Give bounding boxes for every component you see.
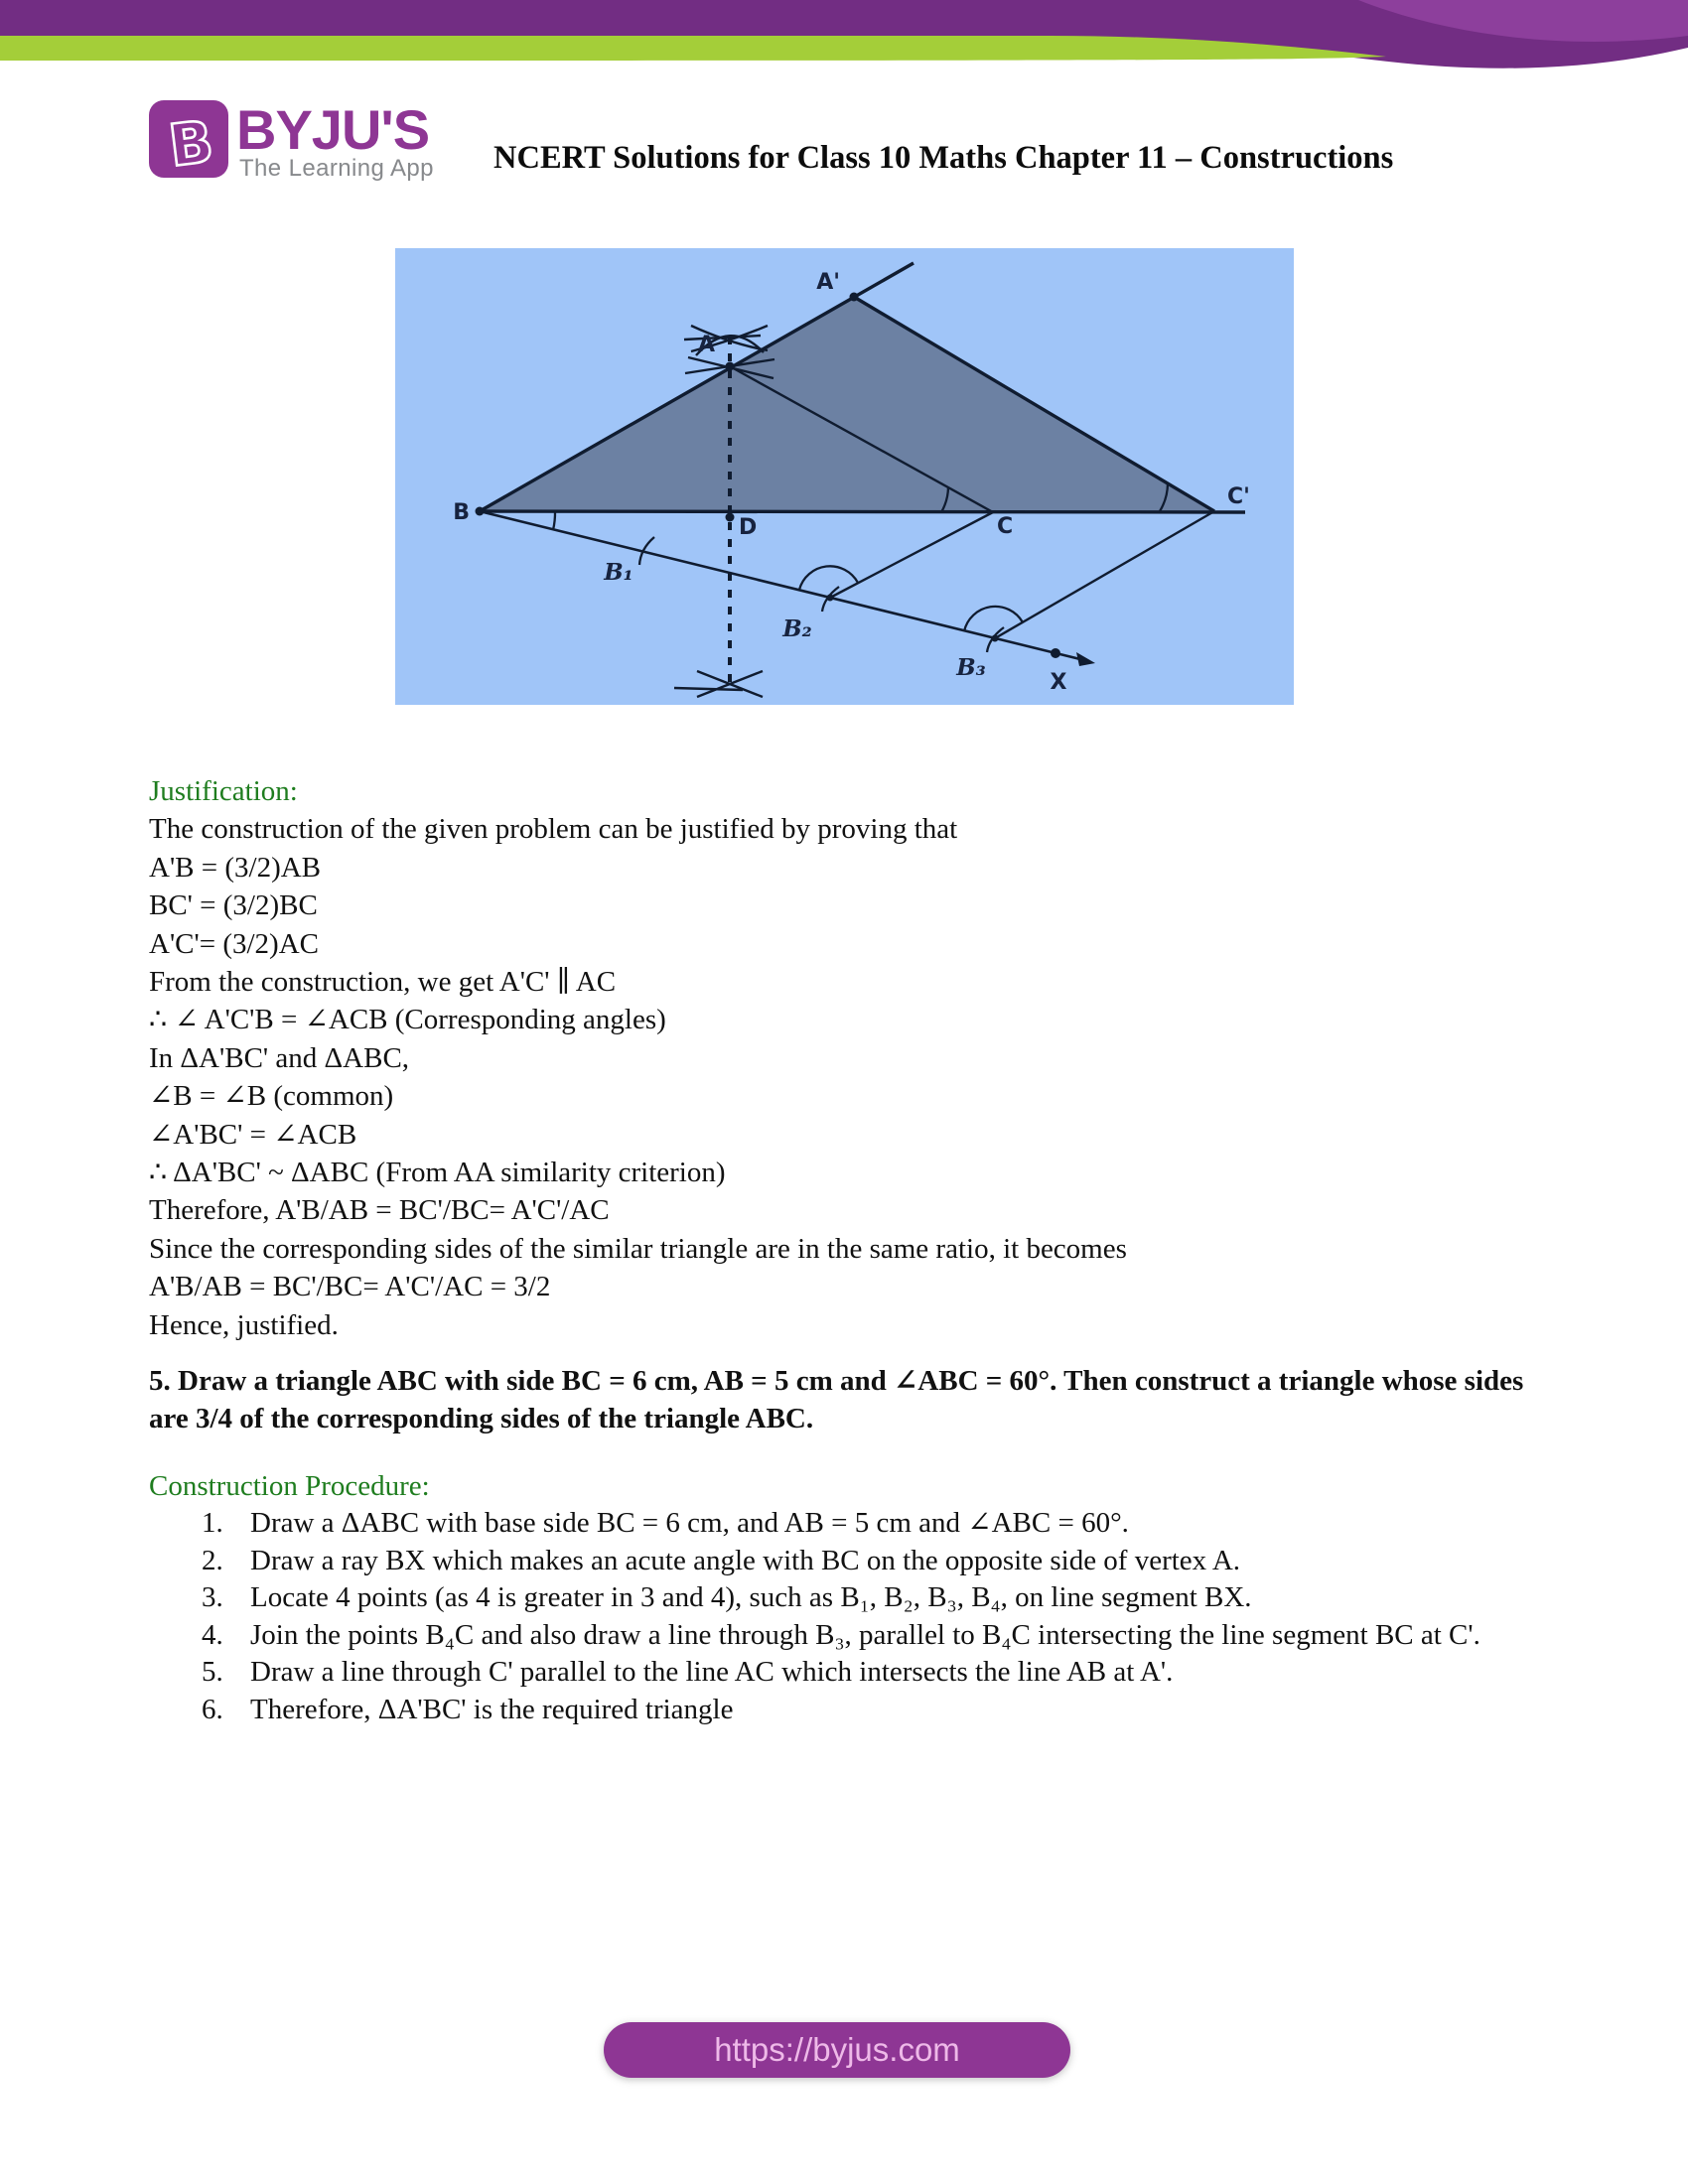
- justification-line: From the construction, we get A'C' ∥ AC: [149, 966, 617, 999]
- step-text: Draw a ΔABC with base side BC = 6 cm, and AB = 5 cm and ∠ABC = 60°.: [250, 1507, 1129, 1539]
- byjus-wordmark: BYJU'S: [236, 98, 430, 161]
- procedure-step: [202, 1617, 1552, 1655]
- procedure-step: [202, 1543, 1552, 1580]
- procedure-step: [202, 1692, 1552, 1729]
- point-Aprime: [850, 293, 859, 302]
- construction-procedure-heading: Construction Procedure:: [149, 1470, 430, 1502]
- justification-line: ∠A'BC' = ∠ACB: [149, 1118, 357, 1151]
- justification-line: The construction of the given problem can be justified by proving that: [149, 813, 958, 846]
- justification-line: ∴ ΔA'BC' ~ ΔABC (From AA similarity criterion): [149, 1157, 726, 1189]
- justification-line: ∴ ∠ A'C'B = ∠ACB (Corresponding angles): [149, 1004, 666, 1036]
- label-A: A: [697, 333, 715, 357]
- line-BCprime: [480, 511, 1245, 512]
- label-C: C: [997, 514, 1014, 539]
- point-D: [726, 513, 735, 522]
- step-number: 6.: [202, 1693, 223, 1725]
- green-band: [0, 36, 1386, 61]
- construction-procedure-list: [202, 1505, 1552, 1729]
- procedure-step: [202, 1579, 1552, 1617]
- justification-line: BC' = (3/2)BC: [149, 889, 318, 922]
- procedure-step: [202, 1654, 1552, 1692]
- label-B2: B₂: [782, 615, 812, 642]
- procedure-step: [202, 1505, 1552, 1543]
- label-B3: B₃: [956, 654, 986, 681]
- justification-section: [149, 772, 1127, 1344]
- justification-line: Since the corresponding sides of the similar triangle are in the same ratio, it becomes: [149, 1232, 1127, 1265]
- step-text: Join the points B₄C and also draw a line through B₃, parallel to B₄C intersecting the line segment BC at C'.: [250, 1618, 1480, 1651]
- byjus-tagline: The Learning App: [239, 155, 434, 182]
- step-number: 3.: [202, 1581, 223, 1614]
- step-text: Therefore, ΔA'BC' is the required triangle: [250, 1693, 734, 1725]
- step-number: 1.: [202, 1507, 223, 1539]
- justification-line: A'C'= (3/2)AC: [149, 927, 319, 960]
- construction-diagram: [395, 248, 1294, 705]
- justification-line: A'B/AB = BC'/BC= A'C'/AC = 3/2: [149, 1271, 551, 1303]
- step-text: Locate 4 points (as 4 is greater in 3 and 4), such as B₁, B₂, B₃, B₄, on line segment BX.: [250, 1581, 1252, 1614]
- justification-heading: Justification:: [149, 775, 298, 807]
- label-D: D: [739, 515, 758, 540]
- step-text: Draw a ray BX which makes an acute angle with BC on the opposite side of vertex A.: [250, 1544, 1241, 1576]
- step-text: Draw a line through C' parallel to the line AC which intersects the line AB at A'.: [250, 1656, 1174, 1689]
- label-Aprime: A': [816, 270, 840, 295]
- justification-line: A'B = (3/2)AB: [149, 851, 322, 884]
- point-B2: [827, 595, 834, 602]
- label-B: B: [453, 500, 470, 525]
- label-Cprime: C': [1227, 484, 1250, 509]
- byjus-logo-badge: [149, 100, 228, 178]
- step-number: 4.: [202, 1618, 223, 1651]
- footer-url[interactable]: https://byjus.com: [714, 2031, 960, 2068]
- justification-line: Therefore, A'B/AB = BC'/BC= A'C'/AC: [149, 1194, 610, 1227]
- label-B1: B₁: [604, 559, 633, 586]
- logo-b-glyph: B: [165, 107, 217, 178]
- justification-line: ∠B = ∠B (common): [149, 1080, 394, 1113]
- footer-url-pill[interactable]: [604, 2022, 1070, 2078]
- justification-line: Hence, justified.: [149, 1308, 339, 1341]
- point-A: [726, 362, 735, 371]
- point-X: [1051, 648, 1060, 658]
- point-B: [476, 507, 485, 516]
- byjus-b-icon: [149, 100, 228, 178]
- step-number: 5.: [202, 1656, 223, 1689]
- page-title: NCERT Solutions for Class 10 Maths Chapter 11 – Constructions: [493, 140, 1394, 176]
- label-X: X: [1050, 670, 1067, 695]
- justification-line: In ΔA'BC' and ΔABC,: [149, 1041, 410, 1074]
- point-B3: [992, 635, 999, 642]
- step-number: 2.: [202, 1544, 223, 1576]
- question-5-text: 5. Draw a triangle ABC with side BC = 6 cm, AB = 5 cm and ∠ABC = 60°. Then construct a triangle whose sides are 3/4 of the corresponding sides of the triangle ABC.: [149, 1365, 1524, 1435]
